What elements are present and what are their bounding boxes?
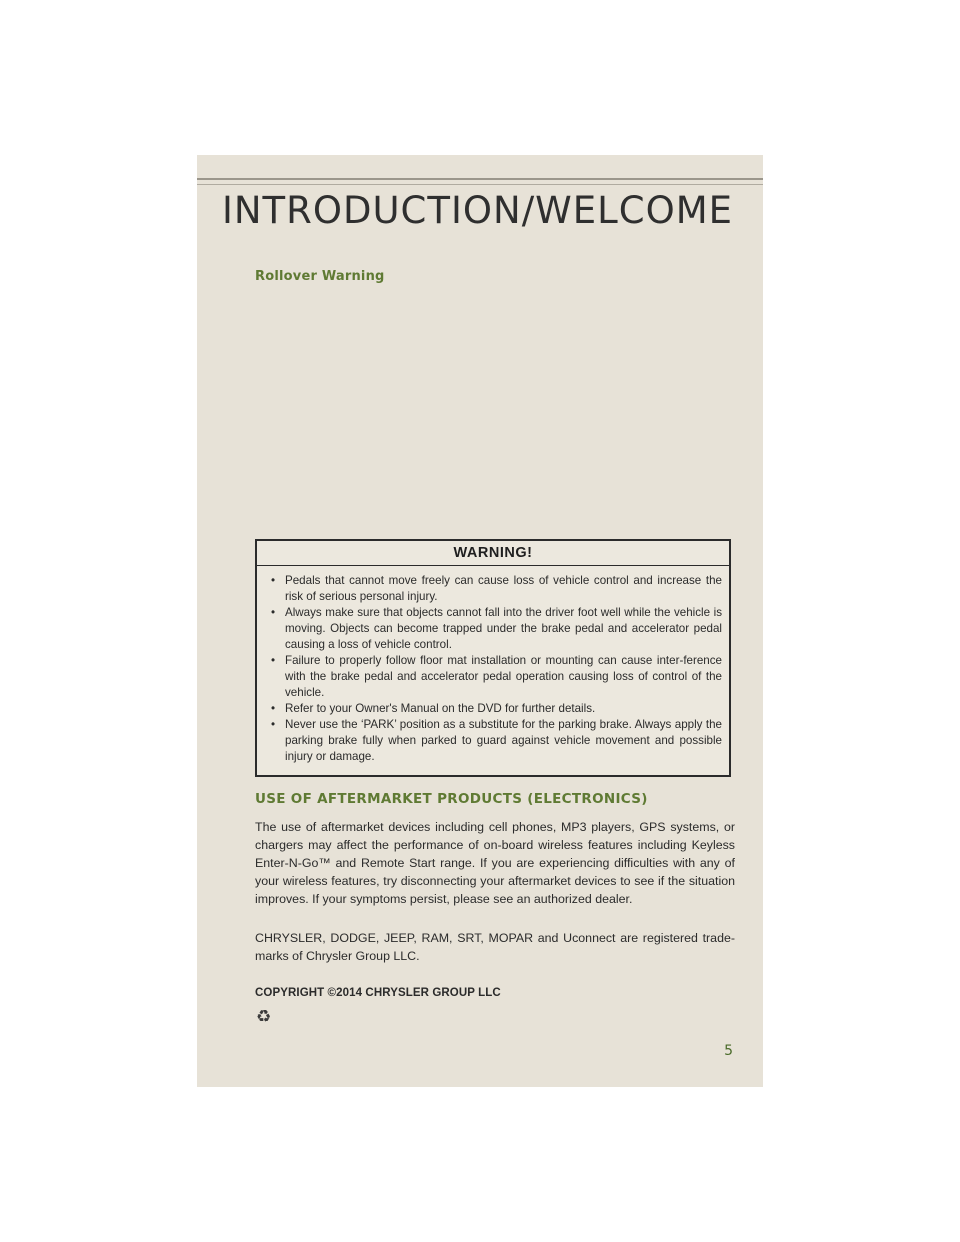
- header-rule-thin: [197, 184, 763, 185]
- aftermarket-heading: USE OF AFTERMARKET PRODUCTS (ELECTRONICS): [255, 791, 648, 807]
- warning-item: • Failure to properly follow floor mat installation or mounting can cause inter-ference with the brake pedal and accelerator pedal operation causing loss of control of the vehicle.: [271, 653, 722, 701]
- copyright-notice: COPYRIGHT ©2014 CHRYSLER GROUP LLC: [255, 987, 501, 999]
- trademark-paragraph: CHRYSLER, DODGE, JEEP, RAM, SRT, MOPAR and Uconnect are registered trade-marks of Chrysler Group LLC.: [255, 931, 735, 963]
- warning-list: [257, 566, 729, 765]
- aftermarket-paragraph: The use of aftermarket devices including cell phones, MP3 players, GPS systems, or chargers may affect the performance of on-board wireless features including Keyless Enter-N-Go™ and Remote Start range. If you are experiencing difficulties with any of your wireless features, try disconnecting your aftermarket devices to see if the situation improves. If your symptoms persist, please see an authorized dealer.: [255, 820, 735, 906]
- manual-page: [197, 155, 763, 1087]
- rollover-warning-heading: Rollover Warning: [255, 269, 385, 284]
- section-title: INTRODUCTION/WELCOME: [221, 189, 733, 232]
- warning-item: • Always make sure that objects cannot fall into the driver foot well while the vehicle is moving. Objects can become trapped under the brake pedal and accelerator pedal causing a loss of vehicle control.: [271, 605, 722, 653]
- warning-item: • Refer to your Owner's Manual on the DVD for further details.: [271, 701, 722, 717]
- warning-item: • Never use the ‘PARK’ position as a substitute for the parking brake. Always apply the parking brake fully when parked to guard against vehicle movement and possible injury or damage.: [271, 717, 722, 765]
- header-rule: [197, 178, 763, 180]
- warning-box: [255, 539, 731, 777]
- page-number: 5: [724, 1043, 733, 1059]
- warning-item: • Pedals that cannot move freely can cause loss of vehicle control and increase the risk of serious personal injury.: [271, 573, 722, 605]
- recycle-icon: ♻: [256, 1007, 272, 1027]
- warning-title: WARNING!: [257, 541, 729, 566]
